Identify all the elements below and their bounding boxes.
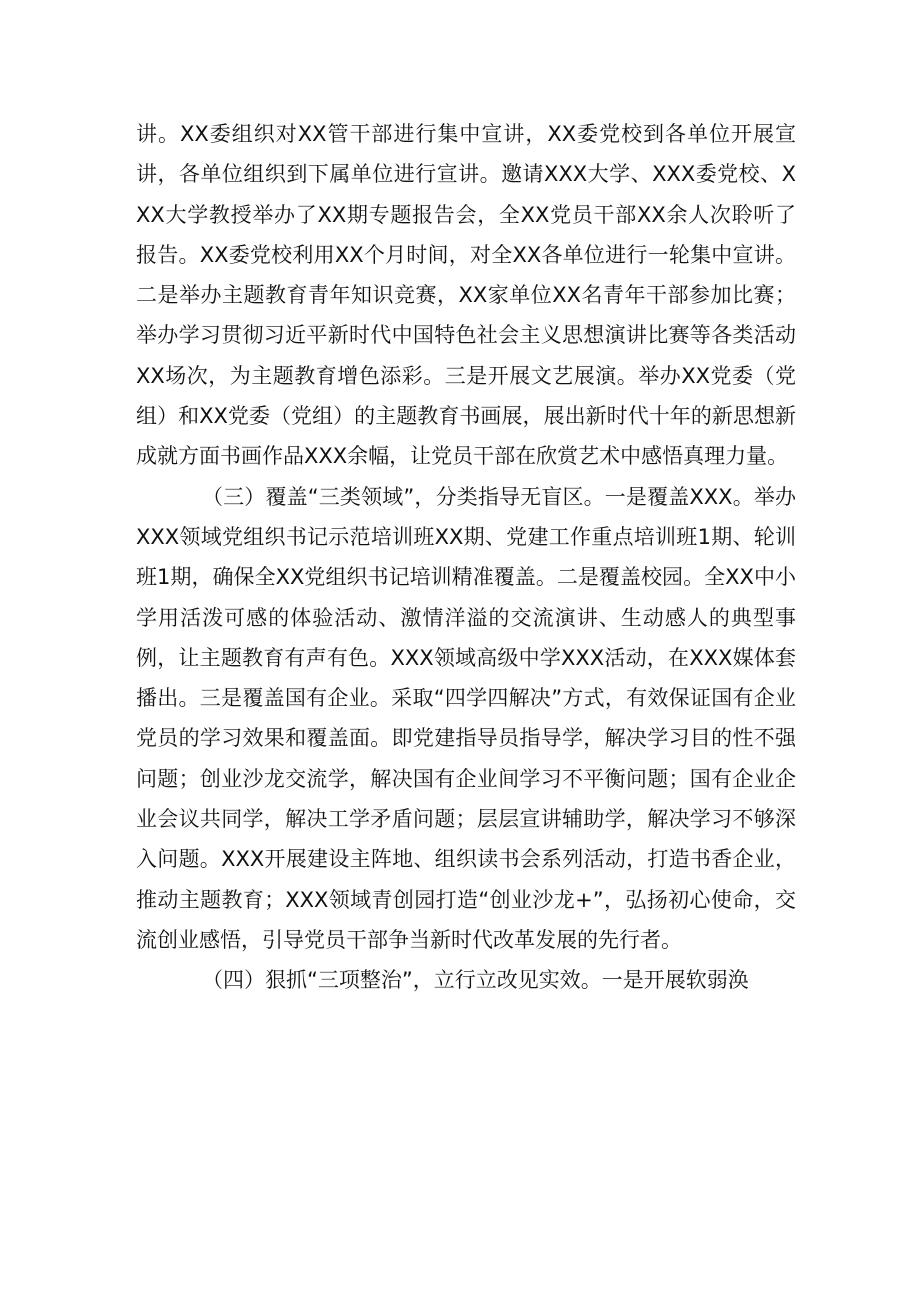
paragraph-section-three: （三）覆盖“三类领域”，分类指导无盲区。一是覆盖XXX。举办XXX领域党组织书记示范培训班XX期、党建工作重点培训班1期、轮训班1期，确保全XX党组织书记培训精准覆盖。二是覆盖校园。全XX中小学用活泼可感的体验活动、激情洋溢的交流演讲、生动感人的典型事例，让主题教育有声有色。XXX领域高级中学XXX活动，在XXX媒体套播出。三是覆盖国有企业。采取“四学四解决”方式，有效保证国有企业党员的学习效果和覆盖面。即党建指导员指导学，解决学习目的性不强问题；创业沙龙交流学，解决国有企业间学习不平衡问题；国有企业企业会议共同学，解决工学矛盾问题；层层宣讲辅助学，解决学习不够深入问题。XXX开展建设主阵地、组织读书会系列活动，打造书香企业，推动主题教育；XXX领域青创园打造“创业沙龙+”，弘扬初心使命，交流创业感悟，引导党员干部争当新时代改革发展的先行者。 — [136, 484, 796, 952]
paragraph-section-four: （四）狠抓“三项整治”，立行立改见实效。一是开展软弱涣 — [202, 968, 749, 993]
document-body — [136, 114, 796, 1001]
paragraph-continued: 讲。XX委组织对XX管干部进行集中宣讲，XX委党校到各单位开展宣讲，各单位组织到下属单位进行宣讲。邀请XXX大学、XXX委党校、XXX大学教授举办了XX期专题报告会，全XX党员干部XX余人次聆听了报告。XX委党校利用XX个月时间，对全XX各单位进行一轮集中宣讲。二是举办主题教育青年知识竞赛，XX家单位XX名青年干部参加比赛；举办学习贯彻习近平新时代中国特色社会主义思想演讲比赛等各类活动XX场次，为主题教育增色添彩。三是开展文艺展演。举办XX党委（党组）和XX党委（党组）的主题教育书画展，展出新时代十年的新思想新成就方面书画作品XXX余幅，让党员干部在欣赏艺术中感悟真理力量。 — [136, 122, 796, 469]
